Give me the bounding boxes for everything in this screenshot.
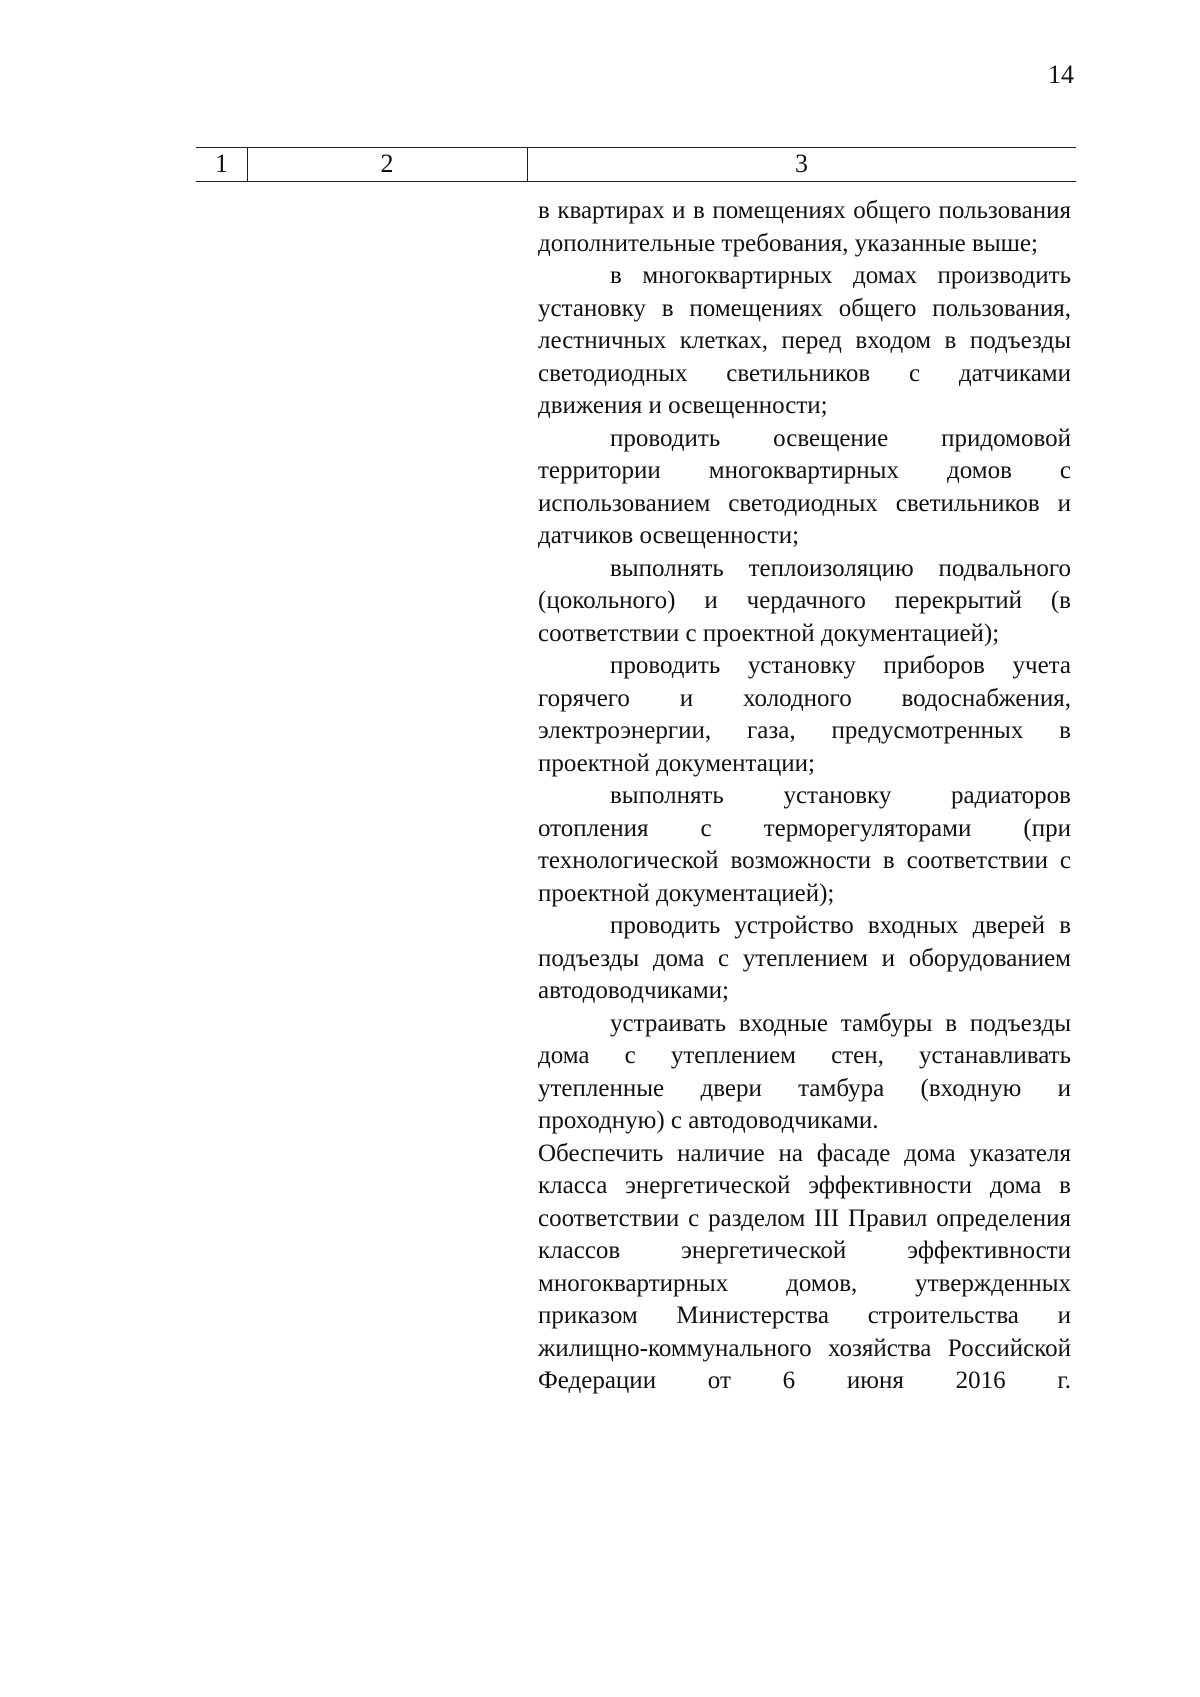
paragraph: Обеспечить наличие на фасаде дома указателя класса энергетической эффективности дома в соответствии с разделом III Правил определения классов энергетической эффективности многоквартирных домов, утвержденных приказом Министерства строительства и жилищно-коммунального хозяйства Российской Федерации от 6 июня 2016 г. [538,1139,1071,1394]
paragraph: в многоквартирных домах производить установку в помещениях общего пользования, лестничных клетках, перед входом в подъезды светодиодных светильников с датчиками движения и освещенности; [538,262,1071,419]
column-header-3: 3 [795,149,808,178]
column-header-2: 2 [380,149,394,178]
paragraph: проводить освещение придомовой территории многоквартирных домов с использованием светодиодных светильников и датчиков освещенности; [538,424,1071,549]
page-number: 14 [1048,60,1074,89]
table-header-bottom-rule [196,181,1076,182]
paragraph: проводить устройство входных дверей в подъезды дома с утеплением и оборудованием автодоводчиками; [538,912,1071,1004]
paragraph: в квартирах и в помещениях общего пользования дополнительные требования, указанные выше; [538,197,1071,257]
paragraph: выполнять установку радиаторов отопления с терморегуляторами (при технологической возможности в соответствии с проектной документацией); [538,782,1071,907]
column-header-1: 1 [215,149,228,178]
paragraph: выполнять теплоизоляцию подвального (цокольного) и чердачного перекрытий (в соответствии с проектной документацией); [538,554,1071,647]
column-3-text [538,195,1071,1398]
paragraph: устраивать входные тамбуры в подъезды дома с утеплением стен, устанавливать утепленные двери тамбура (входную и проходную) с автодоводчиками. [538,1009,1071,1134]
table-top-rule [196,147,1076,148]
paragraph: проводить установку приборов учета горячего и холодного водоснабжения, электроэнергии, газа, предусмотренных в проектной документации; [538,652,1071,777]
